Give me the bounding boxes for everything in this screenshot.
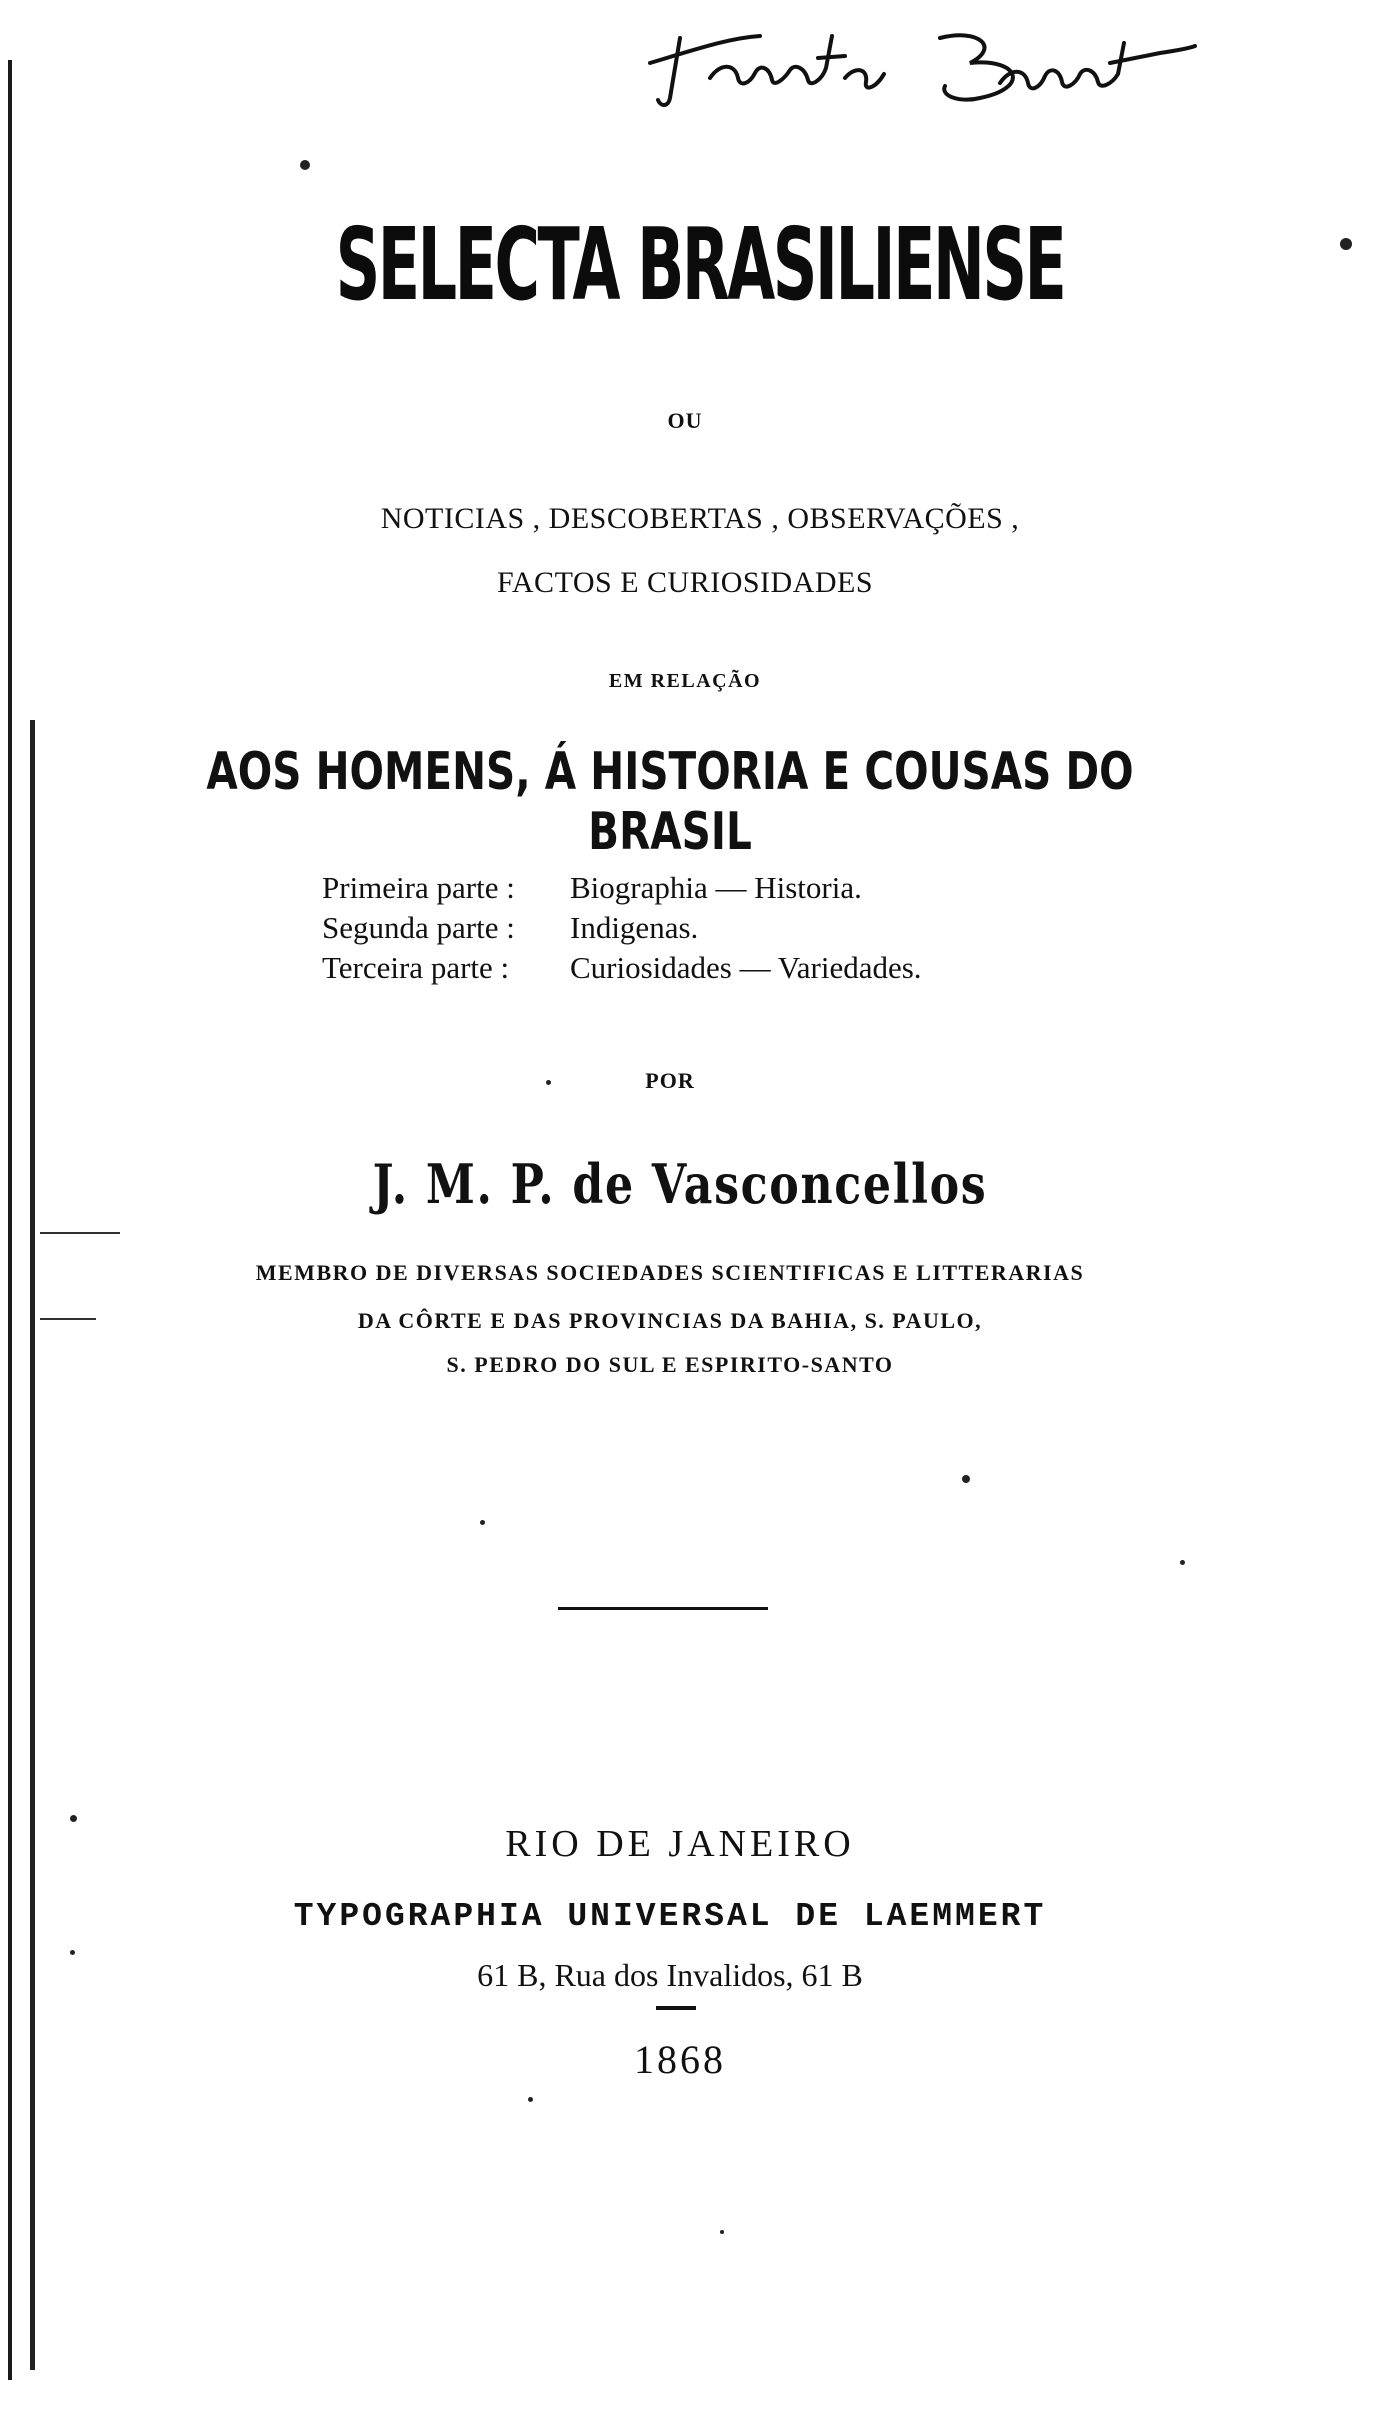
imprint-year: 1868	[634, 2037, 726, 2082]
part-content: Biographia — Historia.	[570, 870, 862, 905]
part-label: Segunda parte :	[322, 910, 515, 945]
divider-rule	[558, 1607, 768, 1610]
conjunction-ou: OU	[667, 408, 703, 433]
imprint-city: RIO DE JANEIRO	[505, 1823, 855, 1865]
part-row	[322, 908, 922, 948]
scan-speck	[720, 2230, 724, 2234]
scan-speck	[1340, 238, 1352, 250]
scan-speck	[528, 2097, 533, 2102]
part-content: Curiosidades — Variedades.	[570, 950, 922, 985]
scan-speck	[480, 1520, 485, 1525]
scan-speck	[1180, 1560, 1185, 1565]
parts-list	[322, 868, 922, 988]
part-row	[322, 948, 922, 988]
author-name: J. M. P. de Vasconcellos	[372, 1152, 988, 1216]
part-label: Terceira parte :	[322, 950, 510, 985]
scan-speck	[70, 1815, 77, 1822]
handwritten-signature	[640, 8, 1200, 118]
em-relacao: EM RELAÇÃO	[608, 670, 762, 692]
membership-line-3: S. PEDRO DO SUL E ESPIRITO-SANTO	[446, 1352, 894, 1377]
part-label: Primeira parte :	[322, 870, 515, 905]
scan-speck	[962, 1475, 970, 1483]
main-heading: AOS HOMENS, Á HISTORIA E COUSAS DO BRASIL	[206, 742, 1134, 862]
book-title: SELECTA BRASILIENSE	[335, 206, 1065, 323]
membership-line-1: MEMBRO DE DIVERSAS SOCIEDADES SCIENTIFICAS E LITTERARIAS	[255, 1260, 1085, 1285]
scan-edge-inner	[30, 720, 35, 2370]
edge-mark	[40, 1232, 120, 1234]
short-divider	[656, 2006, 696, 2010]
part-row	[322, 868, 922, 908]
subtitle-line-1: NOTICIAS , DESCOBERTAS , OBSERVAÇÕES ,	[380, 502, 1020, 535]
scan-speck	[70, 1950, 75, 1955]
imprint-address: 61 B, Rua dos Invalidos, 61 B	[477, 1957, 863, 1993]
subtitle-line-2: FACTOS E CURIOSIDADES	[496, 566, 874, 599]
by-label: POR	[645, 1068, 695, 1093]
scan-speck	[546, 1080, 551, 1085]
part-content: Indigenas.	[570, 910, 699, 945]
scan-speck	[300, 160, 310, 170]
membership-line-2: DA CÔRTE E DAS PROVINCIAS DA BAHIA, S. PAULO,	[357, 1308, 983, 1333]
imprint-press: TYPOGRAPHIA UNIVERSAL DE LAEMMERT	[293, 1898, 1047, 1935]
